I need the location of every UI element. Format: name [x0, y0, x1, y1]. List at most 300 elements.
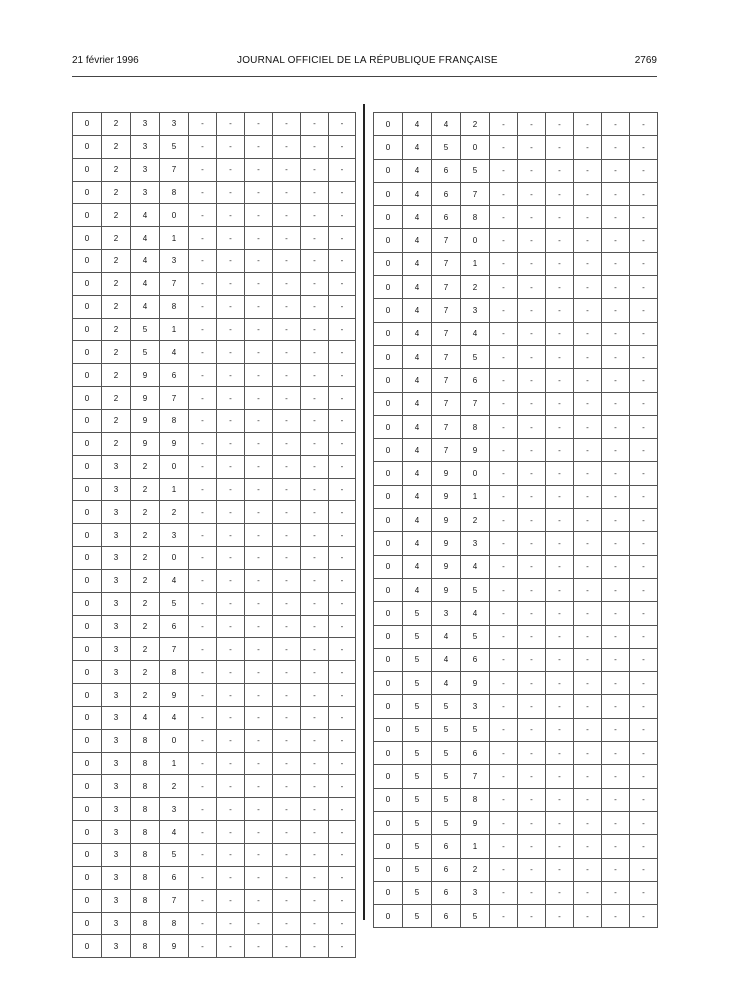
- table-row: [73, 501, 356, 524]
- table-row: [73, 547, 356, 570]
- table-cell: -: [189, 821, 217, 844]
- table-cell: 5: [160, 135, 189, 158]
- table-cell: -: [602, 229, 630, 252]
- table-cell: -: [189, 775, 217, 798]
- table-cell: 7: [432, 392, 461, 415]
- table-cell: -: [329, 547, 356, 570]
- table-cell: -: [602, 742, 630, 765]
- table-cell: -: [301, 798, 329, 821]
- table-cell: -: [329, 821, 356, 844]
- table-cell: 4: [403, 392, 432, 415]
- table-cell: 4: [403, 159, 432, 182]
- table-cell: -: [329, 592, 356, 615]
- table-cell: -: [245, 113, 273, 136]
- table-cell: 4: [403, 322, 432, 345]
- table-cell: -: [490, 322, 518, 345]
- table-cell: 8: [131, 866, 160, 889]
- table-cell: 3: [102, 592, 131, 615]
- table-cell: -: [490, 718, 518, 741]
- table-cell: -: [490, 765, 518, 788]
- table-cell: 0: [374, 695, 403, 718]
- table-cell: -: [574, 765, 602, 788]
- table-cell: -: [630, 788, 658, 811]
- table-cell: 0: [374, 625, 403, 648]
- table-cell: -: [602, 672, 630, 695]
- table-cell: -: [217, 615, 245, 638]
- table-row: [73, 364, 356, 387]
- table-cell: 9: [432, 485, 461, 508]
- table-cell: -: [630, 578, 658, 601]
- table-cell: -: [546, 345, 574, 368]
- table-cell: 8: [160, 661, 189, 684]
- table-cell: 4: [403, 555, 432, 578]
- table-cell: -: [189, 295, 217, 318]
- table-cell: -: [217, 935, 245, 958]
- table-cell: -: [630, 322, 658, 345]
- table-cell: 7: [160, 272, 189, 295]
- table-cell: -: [329, 250, 356, 273]
- table-cell: -: [189, 364, 217, 387]
- table-cell: -: [329, 113, 356, 136]
- table-row: [374, 718, 658, 741]
- table-cell: -: [518, 905, 546, 928]
- table-row: [374, 881, 658, 904]
- table-cell: -: [574, 113, 602, 136]
- table-cell: 0: [73, 752, 102, 775]
- table-cell: 0: [73, 295, 102, 318]
- table-cell: 4: [403, 113, 432, 136]
- table-cell: 0: [461, 462, 490, 485]
- table-cell: 4: [160, 706, 189, 729]
- table-cell: -: [329, 295, 356, 318]
- table-cell: 0: [73, 181, 102, 204]
- table-cell: 4: [160, 341, 189, 364]
- table-cell: -: [490, 252, 518, 275]
- table-cell: 9: [131, 432, 160, 455]
- table-cell: 0: [374, 206, 403, 229]
- table-cell: 4: [131, 250, 160, 273]
- table-cell: 3: [102, 889, 131, 912]
- table-cell: -: [630, 229, 658, 252]
- table-cell: -: [273, 684, 301, 707]
- table-cell: -: [574, 788, 602, 811]
- table-row: [374, 765, 658, 788]
- table-cell: 3: [102, 844, 131, 867]
- table-row: [73, 478, 356, 501]
- table-cell: 0: [160, 547, 189, 570]
- table-cell: 7: [432, 276, 461, 299]
- table-cell: -: [273, 272, 301, 295]
- table-cell: 3: [432, 602, 461, 625]
- table-cell: -: [546, 648, 574, 671]
- table-cell: 4: [432, 672, 461, 695]
- table-cell: 3: [102, 866, 131, 889]
- table-cell: -: [189, 501, 217, 524]
- table-cell: 1: [461, 835, 490, 858]
- table-cell: 1: [461, 485, 490, 508]
- table-cell: -: [602, 858, 630, 881]
- table-cell: -: [245, 615, 273, 638]
- table-cell: -: [518, 322, 546, 345]
- table-cell: 0: [73, 684, 102, 707]
- table-cell: -: [546, 532, 574, 555]
- table-cell: 0: [374, 509, 403, 532]
- table-cell: -: [189, 158, 217, 181]
- table-cell: -: [546, 159, 574, 182]
- table-cell: -: [189, 615, 217, 638]
- table-cell: 0: [160, 455, 189, 478]
- table-cell: -: [329, 615, 356, 638]
- table-cell: -: [630, 159, 658, 182]
- table-cell: -: [189, 638, 217, 661]
- table-row: [374, 299, 658, 322]
- table-cell: -: [630, 415, 658, 438]
- table-cell: -: [518, 392, 546, 415]
- table-row: [73, 432, 356, 455]
- table-cell: -: [189, 569, 217, 592]
- table-cell: -: [217, 524, 245, 547]
- table-cell: -: [301, 569, 329, 592]
- table-row: [374, 276, 658, 299]
- table-cell: 0: [73, 661, 102, 684]
- table-cell: 0: [374, 881, 403, 904]
- table-cell: 2: [102, 135, 131, 158]
- table-cell: -: [301, 409, 329, 432]
- table-cell: -: [490, 485, 518, 508]
- table-cell: 8: [160, 181, 189, 204]
- table-cell: 8: [160, 295, 189, 318]
- table-cell: -: [273, 501, 301, 524]
- table-cell: 0: [374, 578, 403, 601]
- table-cell: -: [490, 345, 518, 368]
- table-cell: 9: [131, 409, 160, 432]
- table-cell: -: [630, 299, 658, 322]
- table-cell: -: [273, 638, 301, 661]
- table-cell: -: [574, 602, 602, 625]
- table-cell: -: [273, 318, 301, 341]
- table-cell: -: [546, 369, 574, 392]
- table-cell: 0: [73, 821, 102, 844]
- table-cell: 5: [432, 765, 461, 788]
- table-cell: 4: [403, 369, 432, 392]
- table-cell: 5: [461, 905, 490, 928]
- table-cell: -: [245, 272, 273, 295]
- table-cell: -: [301, 387, 329, 410]
- table-cell: 0: [73, 706, 102, 729]
- table-cell: -: [217, 295, 245, 318]
- table-cell: -: [301, 181, 329, 204]
- table-cell: -: [273, 821, 301, 844]
- table-cell: 0: [73, 318, 102, 341]
- table-cell: -: [217, 912, 245, 935]
- table-cell: -: [301, 752, 329, 775]
- table-cell: -: [574, 415, 602, 438]
- table-cell: -: [630, 672, 658, 695]
- table-cell: -: [245, 592, 273, 615]
- table-cell: 5: [461, 345, 490, 368]
- table-cell: -: [301, 272, 329, 295]
- table-cell: 0: [374, 369, 403, 392]
- table-cell: -: [217, 181, 245, 204]
- table-cell: -: [602, 788, 630, 811]
- table-cell: -: [273, 113, 301, 136]
- table-row: [73, 935, 356, 958]
- table-cell: -: [602, 532, 630, 555]
- table-cell: -: [217, 752, 245, 775]
- table-cell: 0: [374, 602, 403, 625]
- table-cell: -: [301, 821, 329, 844]
- table-cell: 2: [102, 341, 131, 364]
- table-cell: -: [546, 858, 574, 881]
- table-cell: -: [602, 765, 630, 788]
- table-cell: -: [301, 866, 329, 889]
- table-cell: -: [518, 485, 546, 508]
- table-row: [374, 555, 658, 578]
- table-cell: -: [245, 318, 273, 341]
- table-cell: 5: [131, 318, 160, 341]
- table-cell: -: [217, 889, 245, 912]
- table-cell: -: [217, 798, 245, 821]
- table-cell: 5: [461, 625, 490, 648]
- table-cell: 2: [131, 547, 160, 570]
- table-cell: -: [602, 811, 630, 834]
- table-cell: 9: [432, 509, 461, 532]
- table-cell: 7: [461, 182, 490, 205]
- table-cell: 2: [102, 295, 131, 318]
- table-cell: 2: [102, 272, 131, 295]
- table-cell: 2: [131, 569, 160, 592]
- table-cell: -: [490, 602, 518, 625]
- table-cell: -: [301, 135, 329, 158]
- table-cell: -: [630, 742, 658, 765]
- table-cell: -: [518, 532, 546, 555]
- table-cell: 4: [403, 578, 432, 601]
- table-cell: -: [490, 625, 518, 648]
- table-cell: -: [574, 648, 602, 671]
- table-row: [73, 524, 356, 547]
- table-cell: 0: [374, 276, 403, 299]
- table-cell: -: [217, 204, 245, 227]
- table-cell: -: [574, 345, 602, 368]
- table-cell: 9: [131, 364, 160, 387]
- table-cell: 5: [403, 811, 432, 834]
- table-cell: -: [518, 345, 546, 368]
- table-cell: 0: [73, 455, 102, 478]
- table-cell: -: [217, 432, 245, 455]
- table-cell: 3: [160, 798, 189, 821]
- table-cell: 3: [102, 775, 131, 798]
- table-cell: 6: [461, 742, 490, 765]
- table-cell: -: [301, 501, 329, 524]
- table-cell: -: [301, 775, 329, 798]
- table-cell: 0: [73, 844, 102, 867]
- table-cell: -: [574, 532, 602, 555]
- table-cell: -: [518, 858, 546, 881]
- table-cell: -: [273, 181, 301, 204]
- table-cell: 2: [131, 478, 160, 501]
- table-cell: -: [574, 718, 602, 741]
- table-row: [374, 509, 658, 532]
- table-cell: -: [329, 501, 356, 524]
- table-cell: -: [245, 364, 273, 387]
- table-cell: 0: [73, 638, 102, 661]
- table-cell: -: [518, 462, 546, 485]
- table-cell: 0: [374, 252, 403, 275]
- table-cell: -: [273, 409, 301, 432]
- table-cell: 5: [403, 648, 432, 671]
- table-cell: -: [546, 765, 574, 788]
- table-cell: -: [546, 602, 574, 625]
- table-cell: -: [630, 439, 658, 462]
- table-cell: 5: [461, 159, 490, 182]
- table-cell: 9: [131, 387, 160, 410]
- table-cell: 6: [432, 182, 461, 205]
- table-cell: 0: [73, 775, 102, 798]
- table-row: [73, 569, 356, 592]
- table-cell: -: [546, 905, 574, 928]
- table-cell: 0: [374, 672, 403, 695]
- table-cell: -: [245, 889, 273, 912]
- table-cell: 0: [73, 387, 102, 410]
- table-cell: -: [301, 295, 329, 318]
- table-cell: 3: [102, 524, 131, 547]
- table-row: [374, 742, 658, 765]
- table-cell: 4: [461, 602, 490, 625]
- table-cell: 4: [403, 462, 432, 485]
- table-cell: 8: [131, 844, 160, 867]
- table-cell: -: [602, 252, 630, 275]
- table-cell: -: [518, 602, 546, 625]
- table-cell: -: [217, 387, 245, 410]
- table-cell: 6: [432, 905, 461, 928]
- table-row: [374, 625, 658, 648]
- table-cell: -: [301, 113, 329, 136]
- table-cell: -: [217, 684, 245, 707]
- table-cell: -: [546, 439, 574, 462]
- table-cell: -: [630, 648, 658, 671]
- table-cell: -: [630, 485, 658, 508]
- table-cell: 4: [403, 229, 432, 252]
- table-cell: 2: [461, 113, 490, 136]
- table-cell: 7: [160, 158, 189, 181]
- table-cell: 2: [102, 318, 131, 341]
- table-cell: 2: [102, 204, 131, 227]
- table-row: [374, 695, 658, 718]
- table-row: [73, 158, 356, 181]
- table-cell: -: [546, 485, 574, 508]
- table-cell: -: [189, 684, 217, 707]
- table-cell: -: [546, 322, 574, 345]
- table-cell: 5: [403, 835, 432, 858]
- table-cell: -: [574, 299, 602, 322]
- table-cell: -: [329, 912, 356, 935]
- table-cell: 4: [461, 322, 490, 345]
- table-cell: 4: [403, 276, 432, 299]
- table-cell: 5: [160, 844, 189, 867]
- table-cell: -: [602, 578, 630, 601]
- table-row: [374, 578, 658, 601]
- table-cell: 8: [131, 889, 160, 912]
- table-cell: -: [602, 485, 630, 508]
- table-cell: -: [630, 881, 658, 904]
- table-cell: 0: [73, 889, 102, 912]
- table-cell: -: [518, 765, 546, 788]
- table-cell: 5: [403, 672, 432, 695]
- table-cell: 0: [73, 501, 102, 524]
- table-cell: 5: [432, 136, 461, 159]
- table-cell: -: [546, 695, 574, 718]
- table-cell: -: [329, 409, 356, 432]
- table-row: [374, 159, 658, 182]
- table-cell: -: [602, 695, 630, 718]
- table-row: [73, 752, 356, 775]
- table-cell: -: [301, 432, 329, 455]
- table-cell: -: [301, 661, 329, 684]
- left-table-body: [73, 113, 356, 958]
- table-cell: -: [630, 345, 658, 368]
- table-cell: 9: [160, 935, 189, 958]
- table-cell: -: [329, 798, 356, 821]
- table-cell: -: [301, 158, 329, 181]
- table-cell: 8: [131, 935, 160, 958]
- table-cell: -: [189, 318, 217, 341]
- table-cell: 7: [160, 638, 189, 661]
- table-cell: -: [273, 250, 301, 273]
- table-cell: -: [301, 638, 329, 661]
- table-cell: -: [189, 135, 217, 158]
- table-cell: -: [518, 299, 546, 322]
- table-cell: 6: [432, 206, 461, 229]
- table-cell: 0: [374, 159, 403, 182]
- table-cell: -: [329, 318, 356, 341]
- table-cell: -: [245, 775, 273, 798]
- table-cell: -: [273, 615, 301, 638]
- table-cell: -: [574, 858, 602, 881]
- table-cell: -: [245, 455, 273, 478]
- table-cell: 0: [461, 136, 490, 159]
- table-cell: 3: [102, 615, 131, 638]
- table-cell: -: [245, 158, 273, 181]
- table-cell: -: [490, 136, 518, 159]
- table-cell: -: [273, 158, 301, 181]
- table-cell: -: [518, 742, 546, 765]
- table-cell: 0: [374, 905, 403, 928]
- table-cell: -: [602, 136, 630, 159]
- table-cell: -: [546, 415, 574, 438]
- table-cell: -: [546, 136, 574, 159]
- table-cell: -: [546, 625, 574, 648]
- table-cell: -: [490, 439, 518, 462]
- table-cell: 5: [160, 592, 189, 615]
- table-cell: -: [273, 569, 301, 592]
- table-cell: 4: [403, 439, 432, 462]
- table-cell: -: [630, 555, 658, 578]
- table-cell: 4: [403, 415, 432, 438]
- table-cell: -: [546, 113, 574, 136]
- table-cell: -: [245, 569, 273, 592]
- table-cell: -: [574, 252, 602, 275]
- table-cell: -: [217, 729, 245, 752]
- table-cell: 7: [432, 229, 461, 252]
- table-cell: 3: [102, 752, 131, 775]
- table-cell: 2: [102, 409, 131, 432]
- table-cell: -: [518, 369, 546, 392]
- table-cell: -: [518, 881, 546, 904]
- table-cell: 3: [461, 695, 490, 718]
- table-cell: -: [630, 695, 658, 718]
- table-cell: -: [574, 392, 602, 415]
- table-cell: -: [490, 276, 518, 299]
